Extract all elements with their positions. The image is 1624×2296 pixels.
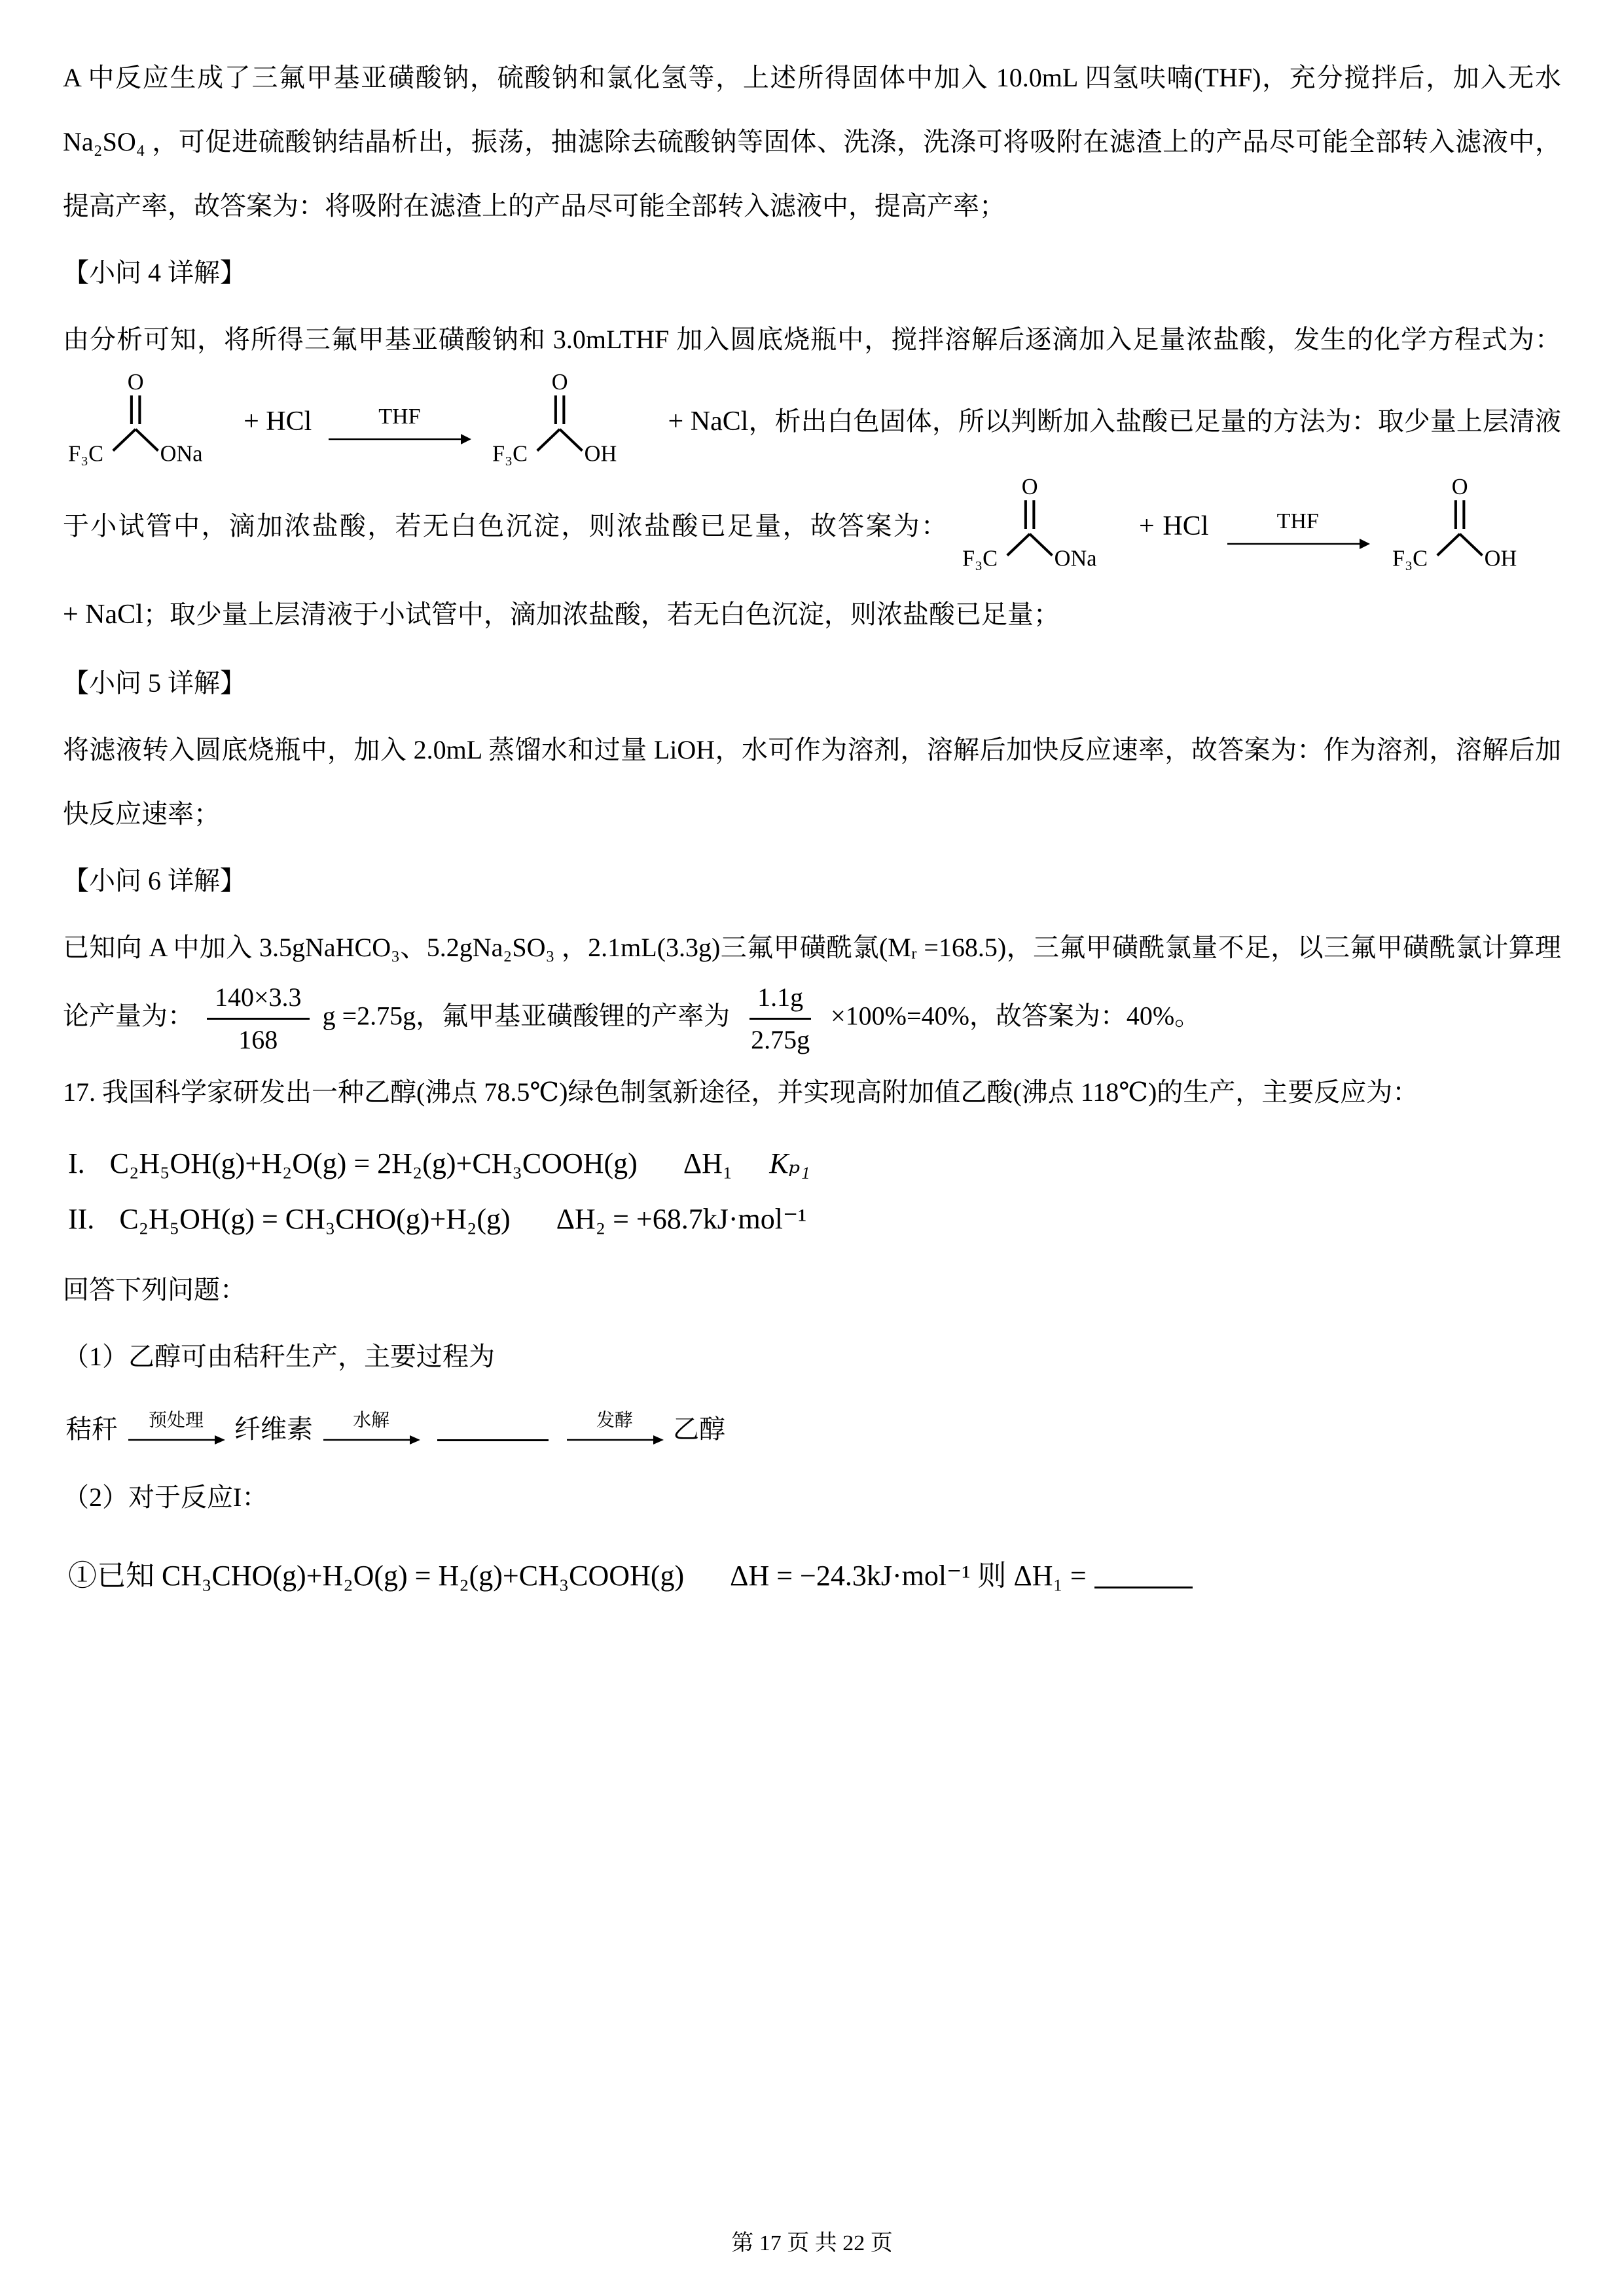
equation-roman-numeral: I. (68, 1147, 85, 1179)
heading-subquestion-6 (63, 849, 1561, 913)
heading-text: 【小问 5 详解】 (63, 668, 246, 698)
arrow-condition-label: 预处理 (148, 1410, 204, 1431)
equilibrium-constant-symbol: Kₚ₁ (769, 1147, 810, 1179)
arrow-head (410, 1435, 420, 1444)
chemical-structure-acid (492, 372, 656, 476)
arrow-head (1360, 539, 1370, 549)
text-run: ×100%=40%，故答案为：40%。 (831, 1001, 1201, 1031)
answer-blank[interactable] (437, 1412, 549, 1441)
equation-body: C₂H₅OH(g) = CH₃CHO(g)+H₂(g) (119, 1202, 511, 1235)
bond-line (537, 429, 560, 451)
chemical-structure-sodium-salt (962, 476, 1126, 581)
bond-line (560, 429, 583, 451)
process-step-straw: 秸秆 (65, 1414, 118, 1444)
paragraph-question17-intro (63, 1060, 1561, 1124)
process-arrow-pretreatment (127, 1409, 225, 1445)
process-arrow-fermentation (566, 1409, 664, 1445)
bond-line (1007, 534, 1029, 556)
oxygen-label: O (552, 372, 568, 395)
f3c-label: F₃C (68, 441, 104, 467)
arrow-head (215, 1435, 225, 1444)
text-run: 由分析可知，将所得三氟甲基亚磺酸钠和 3.0mLTHF 加入圆底烧瓶中，搅拌溶解后逐滴加入足量浓盐酸，发生的化学方程式为： (63, 325, 1561, 354)
paragraph-answer-prompt (63, 1258, 1561, 1322)
paragraph-question4-explanation (63, 308, 1561, 649)
right-arrow-icon (566, 1432, 664, 1445)
oh-label: OH (585, 441, 617, 467)
answer-blank[interactable] (1094, 1557, 1193, 1588)
page-number-text: 第 17 页 共 22 页 (731, 2231, 893, 2255)
text-run: （1）乙醇可由秸秆生产，主要过程为 (63, 1341, 495, 1371)
text-run: （2）对于反应I： (63, 1482, 268, 1512)
reaction-equation-3 (68, 1552, 1561, 1594)
heading-text: 【小问 6 详解】 (63, 865, 246, 895)
document-content (63, 46, 1561, 1594)
heading-text: 【小问 4 详解】 (63, 258, 246, 287)
oxygen-label: O (127, 372, 144, 395)
fraction-denominator: 168 (238, 1024, 278, 1054)
paragraph-question6-explanation (63, 916, 1561, 1058)
oh-label: OH (1484, 546, 1517, 571)
product-text: + NaCl (668, 406, 749, 437)
arrow-condition-label: THF (1276, 509, 1319, 533)
text-run: 已知向 A 中加入 3.5gNaHCO₃、5.2gNa₂SO₃ ，2.1mL(3.3g)三氟甲磺酰氯(Mᵣ =168.5)，三氟甲磺酰氯量不足，以三氟甲磺酰氯计算理论产量为： (63, 932, 1561, 1031)
oxygen-label: O (1021, 476, 1038, 499)
fraction-percent-yield (743, 980, 818, 1058)
bond-line (113, 429, 135, 451)
ona-label: ONa (1054, 546, 1097, 571)
bond-line (135, 429, 158, 451)
enthalpy-symbol: ΔH₁ (683, 1147, 733, 1179)
f3c-label: F₃C (492, 441, 528, 467)
page-footer (0, 2225, 1624, 2257)
oxygen-label: O (1451, 476, 1468, 499)
arrow-condition-label: THF (378, 404, 421, 429)
fraction-theoretical-yield (207, 980, 310, 1058)
equation-body: ①已知 CH₃CHO(g)+H₂O(g) = H₂(g)+CH₃COOH(g) (68, 1559, 685, 1592)
product-text: + NaCl (63, 600, 143, 630)
text-run: 17. 我国科学家研发出一种乙醇(沸点 78.5℃)绿色制氢新途径，并实现高附加值乙酸(沸点 118℃)的生产，主要反应为： (63, 1077, 1419, 1107)
text-run: g =2.75g，氟甲基亚磺酸锂的产率为 (322, 1001, 731, 1031)
enthalpy-value: ΔH = −24.3kJ·mol⁻¹ 则 ΔH₁ = (730, 1559, 1087, 1592)
arrow-head (653, 1435, 664, 1444)
process-step-cellulose: 纤维素 (234, 1414, 313, 1444)
fraction-numerator: 1.1g (749, 980, 811, 1020)
arrow-condition-label: 发酵 (596, 1410, 633, 1431)
bond-line (1437, 534, 1460, 556)
bond-line (1460, 534, 1482, 556)
equation-roman-numeral: II. (68, 1202, 95, 1235)
bond-line (1030, 534, 1052, 556)
reaction-equation-2 (68, 1202, 1561, 1236)
paragraph-question3-answer (63, 46, 1561, 238)
arrow-condition-label: 水解 (352, 1410, 389, 1431)
paragraph-subquestion-1 (63, 1325, 1561, 1389)
enthalpy-value: ΔH₂ = +68.7kJ·mol⁻¹ (556, 1202, 807, 1235)
process-step-ethanol: 乙醇 (673, 1414, 725, 1444)
right-arrow-icon (327, 431, 471, 445)
reaction-arrow (327, 403, 471, 446)
equation-body: C₂H₅OH(g)+H₂O(g) = 2H₂(g)+CH₃COOH(g) (109, 1147, 638, 1179)
text-run: 将滤液转入圆底烧瓶中，加入 2.0mL 蒸馏水和过量 LiOH，水可作为溶剂，溶解后加快反应速率，故答案为：作为溶剂，溶解后加快反应速率； (63, 734, 1561, 829)
reaction-equation-1 (68, 1147, 1561, 1180)
reagent-text: + HCl (244, 406, 312, 437)
paragraph-subquestion-2 (63, 1465, 1561, 1530)
ethanol-production-process (65, 1408, 1561, 1446)
right-arrow-icon (127, 1432, 225, 1445)
arrow-head (461, 434, 471, 444)
right-arrow-icon (322, 1432, 420, 1445)
text-run: ，析出白色固体，所以判断加入盐酸已足量的方法为：取少量上层清液于小试管中，滴加浓盐酸，若无白色沉淀，则浓盐酸已足量，故答案为： (63, 406, 1562, 541)
chemical-structure-acid (1392, 476, 1556, 581)
f3c-label: F₃C (962, 546, 998, 571)
f3c-label: F₃C (1392, 546, 1428, 571)
heading-subquestion-4 (63, 241, 1561, 305)
process-arrow-hydrolysis (322, 1409, 420, 1445)
text-run: ；取少量上层清液于小试管中，滴加浓盐酸，若无白色沉淀，则浓盐酸已足量； (143, 600, 1060, 629)
heading-subquestion-5 (63, 651, 1561, 715)
chemical-structure-sodium-salt (68, 372, 232, 476)
paragraph-question5-explanation (63, 718, 1561, 846)
ona-label: ONa (160, 441, 203, 467)
fraction-numerator: 140×3.3 (207, 980, 310, 1020)
text-run: 回答下列问题： (63, 1274, 246, 1304)
right-arrow-icon (1226, 535, 1370, 550)
reaction-arrow (1226, 508, 1370, 550)
fraction-denominator: 2.75g (751, 1024, 810, 1054)
text-run: A 中反应生成了三氟甲基亚磺酸钠，硫酸钠和氯化氢等，上述所得固体中加入 10.0mL 四氢呋喃(THF)，充分搅拌后，加入无水 Na₂SO₄ ，可促进硫酸钠结晶析出，振荡，抽滤除去硫酸钠等固体、洗涤，洗涤可将吸附在滤渣上的产品尽可能全部转入滤液中，提高产率，故答案为：将吸附在滤渣上的产品尽可能全部转入滤液中，提高产率； (63, 63, 1561, 221)
reagent-text: + HCl (1138, 511, 1209, 542)
